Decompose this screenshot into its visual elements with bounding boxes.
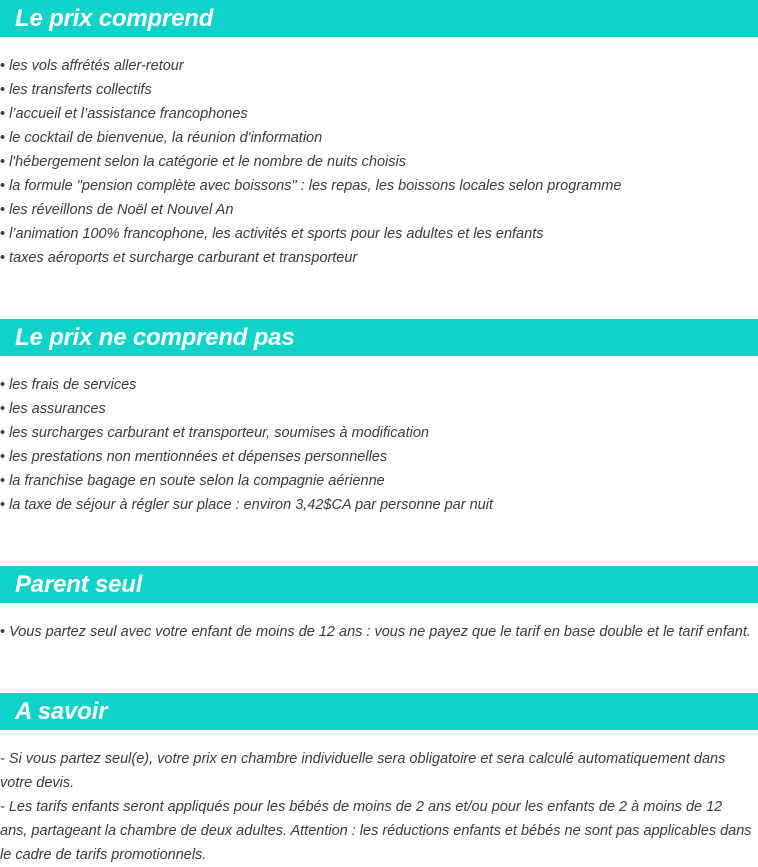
list-item: • la formule "pension complète avec boissons" : les repas, les boissons locales selon programme: [0, 178, 622, 194]
section-good-to-know: [0, 693, 758, 867]
bullet-icon: •: [0, 106, 6, 122]
list-item: • l’accueil et l’assistance francophones: [0, 106, 248, 122]
section-price-includes: [0, 0, 758, 270]
list-item: • les prestations non mentionnées et dépenses personnelles: [0, 449, 388, 465]
section-title: Parent seul: [0, 566, 758, 603]
list-item: • les transferts collectifs: [0, 82, 152, 98]
excluded-list: [0, 373, 758, 517]
list-item: • les assurances: [0, 401, 106, 417]
list-item: • la franchise bagage en soute selon la compagnie aérienne: [0, 473, 385, 489]
bullet-icon: •: [0, 202, 6, 218]
list-item: • l’animation 100% francophone, les activités et sports pour les adultes et les enfants: [0, 226, 544, 242]
good-to-know-text: [0, 747, 752, 867]
bullet-icon: •: [0, 178, 6, 194]
list-item: • le cocktail de bienvenue, la réunion d'information: [0, 130, 323, 146]
single-parent-list: [0, 620, 758, 644]
section-title: Le prix comprend: [0, 0, 758, 37]
bullet-icon: •: [0, 250, 6, 266]
bullet-icon: •: [0, 82, 6, 98]
list-item: • Vous partez seul avec votre enfant de moins de 12 ans : vous ne payez que le tarif en base double et le tarif enfant.: [0, 624, 751, 640]
list-item: • la taxe de séjour à régler sur place : environ 3,42$CA par personne par nuit: [0, 497, 493, 513]
bullet-icon: •: [0, 154, 6, 170]
section-title: Le prix ne comprend pas: [0, 319, 758, 356]
list-item: • les surcharges carburant et transporteur, soumises à modification: [0, 425, 429, 441]
bullet-icon: •: [0, 497, 6, 513]
list-item: • l'hébergement selon la catégorie et le nombre de nuits choisis: [0, 154, 406, 170]
section-price-excludes: [0, 319, 758, 517]
bullet-icon: •: [0, 624, 6, 640]
paragraph: - Si vous partez seul(e), votre prix en chambre individuelle sera obligatoire et sera calculé automatiquement dans votre devis.: [0, 751, 726, 791]
bullet-icon: •: [0, 130, 6, 146]
list-item: • les frais de services: [0, 377, 137, 393]
bullet-icon: •: [0, 449, 6, 465]
list-item: • taxes aéroports et surcharge carburant et transporteur: [0, 250, 358, 266]
paragraph: - Les tarifs enfants seront appliqués pour les bébés de moins de 2 ans et/ou pour les enfants de 2 à moins de 12 ans, partageant la chambre de deux adultes. Attention : les réductions enfants et bébés ne sont pas applicables dans le cadre de tarifs promotionnels.: [0, 799, 752, 863]
section-title: A savoir: [0, 693, 758, 730]
list-item: • les réveillons de Noël et Nouvel An: [0, 202, 234, 218]
included-list: [0, 54, 758, 270]
bullet-icon: •: [0, 58, 6, 74]
section-single-parent: [0, 566, 758, 644]
bullet-icon: •: [0, 425, 6, 441]
bullet-icon: •: [0, 226, 6, 242]
list-item: • les vols affrétés aller-retour: [0, 58, 184, 74]
bullet-icon: •: [0, 473, 6, 489]
bullet-icon: •: [0, 401, 6, 417]
bullet-icon: •: [0, 377, 6, 393]
